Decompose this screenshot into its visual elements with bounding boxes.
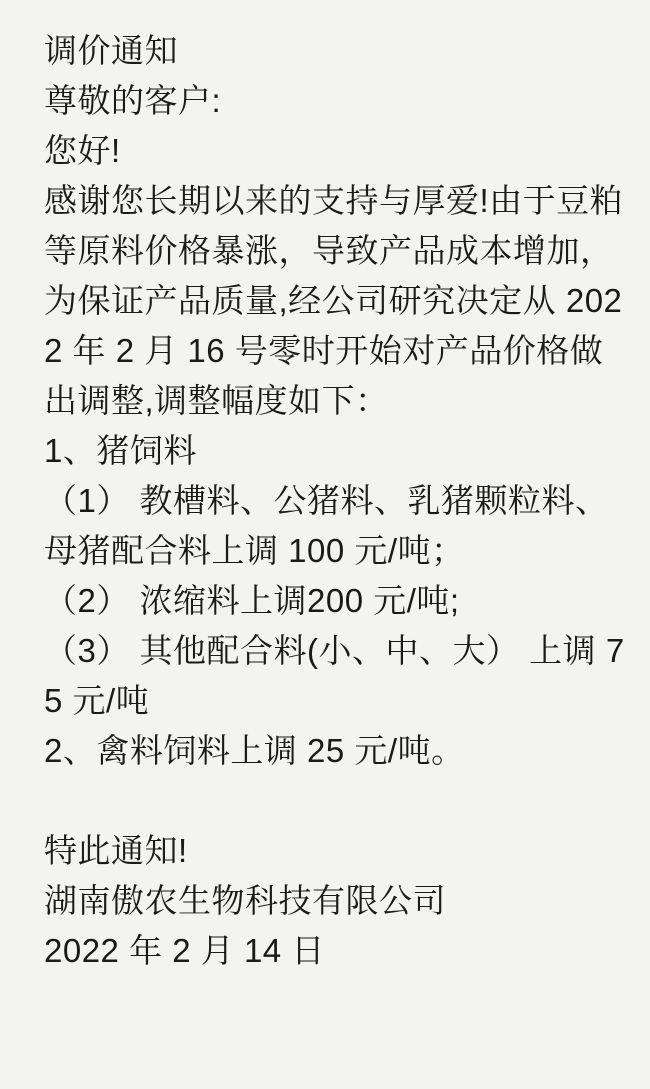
section-2-heading: 2、禽料饲料上调 25 元/吨。: [44, 732, 465, 769]
section-1-heading: 1、猪饲料: [44, 432, 197, 469]
spacer: [44, 776, 628, 826]
document-date: 2022 年 2 月 14 日: [44, 932, 325, 969]
document-title: 调价通知: [44, 32, 178, 69]
body-paragraph: 感谢您长期以来的支持与厚爱!由于豆粕等原料价格暴涨，导致产品成本增加，为保证产品质量,经公司研究决定从 2022 年 2 月 16 号零时开始对产品价格做出调整,调整幅度如下：: [44, 182, 624, 419]
greeting: 您好!: [44, 132, 121, 169]
list-item-1-1: （1） 教槽料、公猪料、乳猪颗粒料、母猪配合料上调 100 元/吨；: [44, 482, 609, 569]
notice-body: [44, 26, 628, 976]
list-item-1-2: （2） 浓缩料上调200 元/吨;: [44, 582, 460, 619]
closing-line: 特此通知!: [44, 832, 188, 869]
signature-block: [44, 876, 628, 976]
company-name: 湖南傲农生物科技有限公司: [44, 882, 446, 919]
list-item-1-3: （3） 其他配合料(小、中、大） 上调 75 元/吨: [44, 632, 625, 719]
salutation: 尊敬的客户:: [44, 82, 222, 119]
